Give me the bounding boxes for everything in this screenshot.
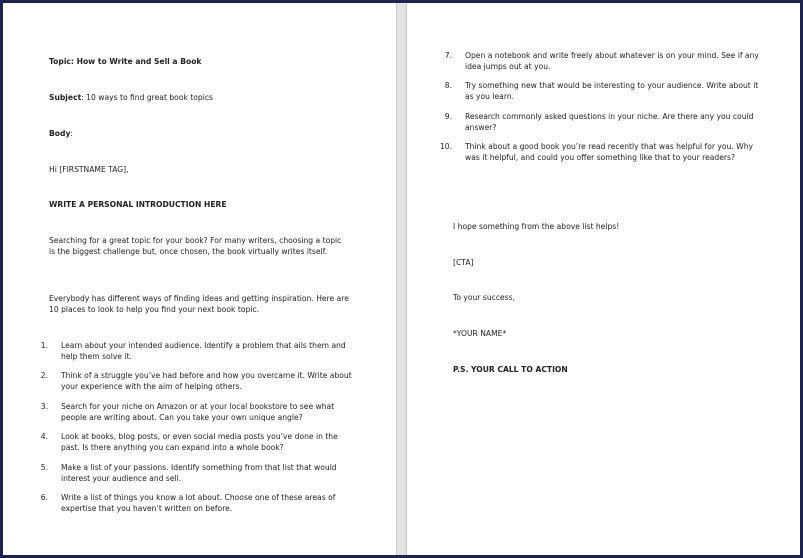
list-text: Look at books, blog posts, or even social media posts you’ve done in the past. Is there anything you can expand into a whole book? [61, 432, 338, 452]
your-name-placeholder: *YOUR NAME* [453, 329, 507, 338]
list-number: 5. [40, 463, 48, 472]
body-line [49, 128, 73, 139]
ps-call-to-action: P.S. YOUR CALL TO ACTION [453, 365, 568, 374]
left-page [3, 3, 396, 555]
list-text: Search for your niche on Amazon or at your local bookstore to see what people are writing about. Can you take your own unique angle? [61, 402, 335, 422]
list-number: 6. [40, 493, 48, 502]
paragraph-2: Everybody has different ways of finding ideas and getting inspiration. Here are 10 places to look to help you find your next book topic. [49, 294, 349, 314]
list-number: 1. [40, 341, 48, 350]
list-number: 2. [40, 371, 48, 380]
list-text: Learn about your intended audience. Identify a problem that ails them and help them solve it. [61, 341, 346, 361]
topic-line: Topic: How to Write and Sell a Book [49, 57, 202, 66]
greeting: Hi [FIRSTNAME TAG], [49, 165, 129, 174]
document-spread [3, 3, 800, 555]
subject-line [49, 92, 213, 103]
list-text: Write a list of things you know a lot about. Choose one of these areas of expertise that you haven’t written on before. [61, 493, 336, 513]
list-text: Open a notebook and write freely about whatever is on your mind. See if any idea jumps out at you. [465, 51, 759, 71]
subject-label: Subject [49, 93, 82, 102]
list-text: Make a list of your passions. Identify something from that list that would interest your audience and sell. [61, 463, 337, 483]
subject-value: : 10 ways to find great book topics [81, 93, 213, 102]
list-text: Try something new that would be interesting to your audience. Write about it as you learn. [465, 81, 759, 101]
list-number: 7. [444, 51, 452, 60]
closing-line: I hope something from the above list helps! [453, 222, 620, 231]
list-text: Think of a struggle you’ve had before and how you overcame it. Write about your experience with the aim of helping others. [61, 371, 352, 391]
list-number: 9. [444, 112, 452, 121]
right-page [407, 3, 800, 555]
body-label: Body [49, 129, 71, 138]
list-number: 10. [439, 142, 452, 151]
signoff: To your success, [453, 293, 516, 302]
list-number: 8. [444, 81, 452, 90]
intro-heading: WRITE A PERSONAL INTRODUCTION HERE [49, 200, 227, 209]
cta-placeholder: [CTA] [453, 258, 474, 267]
list-text: Research commonly asked questions in your niche. Are there any you could answer? [465, 112, 754, 132]
body-colon: : [70, 129, 73, 138]
list-number: 3. [40, 402, 48, 411]
list-text: Think about a good book you’re read recently that was helpful for you. Why was it helpful, and could you offer something like that to your readers? [465, 142, 753, 162]
page-gutter [396, 3, 407, 555]
list-number: 4. [40, 432, 48, 441]
paragraph-1: Searching for a great topic for your book? For many writers, choosing a topic is the biggest challenge but, once chosen, the book virtually writes itself. [49, 236, 342, 256]
